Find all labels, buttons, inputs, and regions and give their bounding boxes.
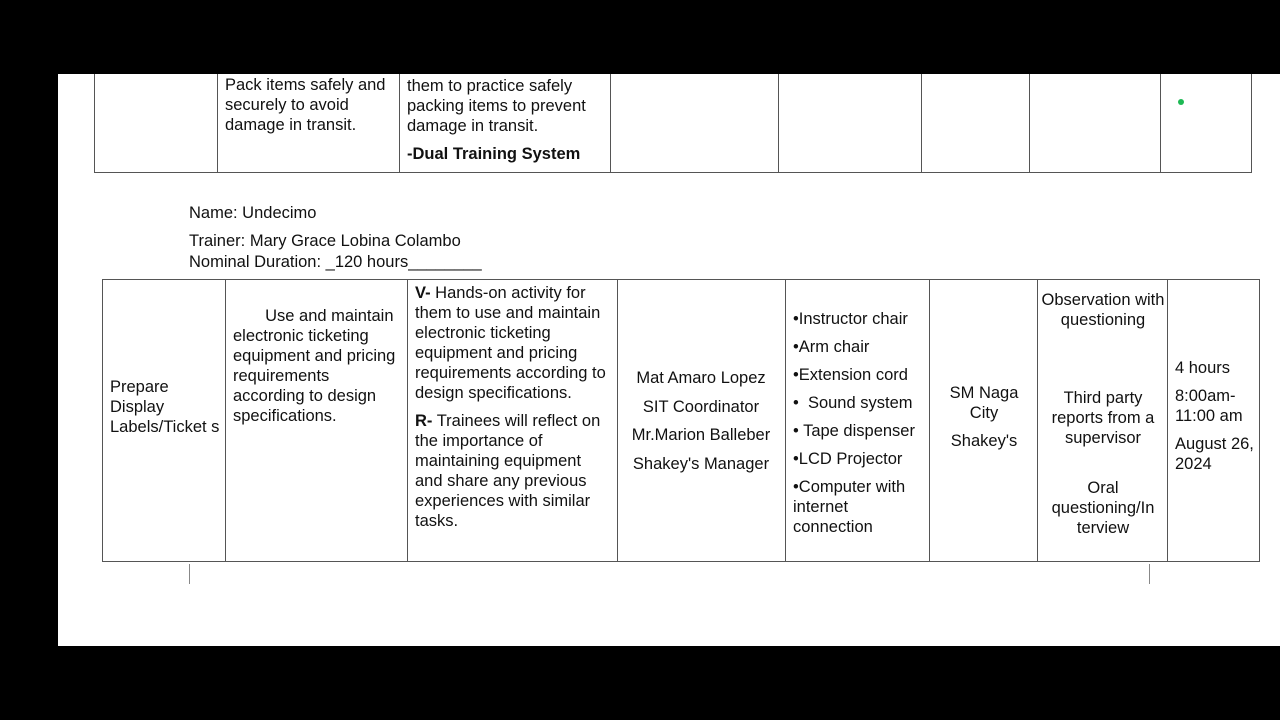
trainer-name: Trainer: Mary Grace Lobina Colambo: [189, 232, 461, 250]
green-dot-icon: [1178, 99, 1184, 105]
assessment-item: Oral questioning/In terview: [1051, 479, 1155, 537]
manager-name: Mr.Marion Balleber: [631, 426, 771, 444]
method-v: [415, 283, 613, 403]
schedule-time: 8:00am-11:00 am: [1175, 387, 1243, 425]
coordinator-role: SIT Coordinator: [642, 397, 760, 416]
resource-item: •LCD Projector: [793, 450, 903, 468]
manager-role: Shakey's Manager: [632, 454, 770, 473]
schedule-date: August 26, 2024: [1175, 435, 1254, 473]
resource-item: •Computer with internet connection: [793, 478, 906, 536]
objective-cell: [233, 286, 403, 446]
methods-cell: [415, 283, 613, 539]
objective-text: Use and maintain electronic ticketing equipment and pricing requirements according to design specifications.: [233, 307, 400, 425]
top-method-label: -Dual Training System: [407, 145, 581, 163]
resource-item: • Tape dispenser: [793, 422, 915, 440]
schedule-hours: 4 hours: [1175, 359, 1231, 377]
table-divider-stub: [1149, 564, 1150, 584]
people-cell: [621, 364, 781, 478]
schedule-cell: [1175, 358, 1255, 474]
resource-item: •Arm chair: [793, 338, 870, 356]
method-v-text: Hands-on activity for them to use and maintain electronic ticketing equipment and pricing requirements according to design specifications.: [415, 284, 606, 402]
resource-item: •Extension cord: [793, 366, 908, 384]
method-r-label: R-: [415, 412, 433, 430]
venue-cell: [938, 383, 1030, 451]
competency-cell: [110, 377, 222, 437]
table-divider-stub: [189, 564, 190, 584]
coordinator-name: Mat Amaro Lopez: [636, 369, 766, 387]
venue-mall: SM Naga City: [949, 384, 1019, 422]
method-r-text: Trainees will reflect on the importance of maintaining equipment and share any previous experiences with similar tasks.: [415, 412, 601, 530]
resource-item: • Sound system: [793, 394, 913, 412]
resource-item: •Instructor chair: [793, 310, 908, 328]
assessment-cell: [1041, 290, 1165, 538]
nominal-duration: Nominal Duration: _120 hours________: [189, 253, 482, 271]
top-objective-cell: [225, 75, 395, 135]
trainee-name: Name: Undecimo: [189, 204, 317, 222]
venue-establishment: Shakey's: [950, 432, 1018, 450]
top-method-text: them to practice safely packing items to prevent damage in transit.: [407, 77, 586, 135]
assessment-item: Observation with questioning: [1041, 291, 1165, 329]
top-method-cell: [407, 76, 607, 164]
resources-cell: [793, 309, 925, 545]
top-objective-text: Pack items safely and securely to avoid damage in transit.: [225, 76, 386, 134]
method-r: [415, 411, 613, 531]
document-page: [58, 74, 1280, 646]
competency-text: Prepare Display Labels/Ticket s: [110, 378, 220, 436]
assessment-item: Third party reports from a supervisor: [1051, 389, 1155, 447]
method-v-label: V-: [415, 284, 431, 302]
